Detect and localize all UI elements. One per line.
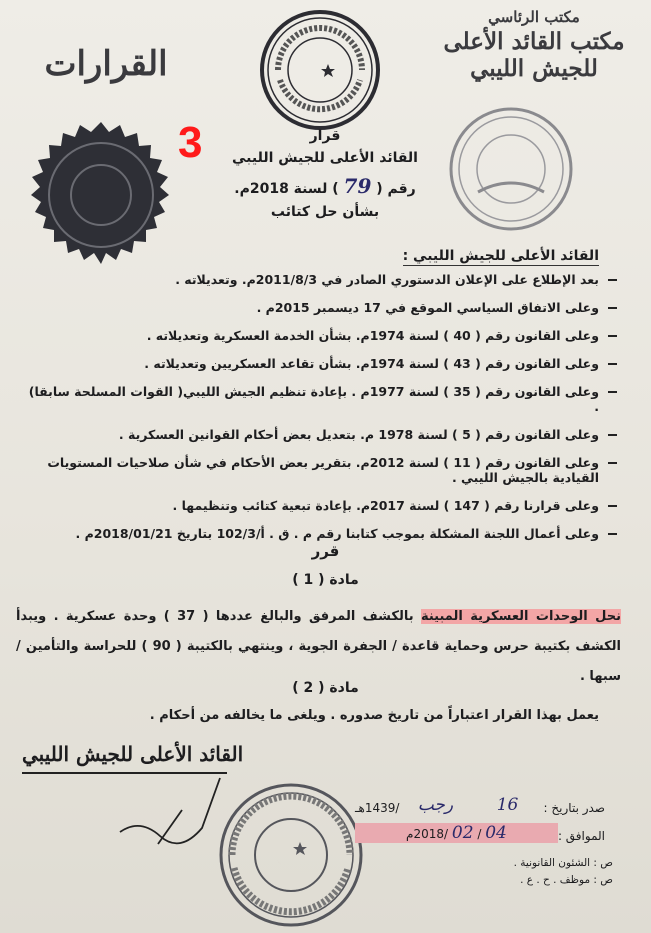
article-2-title: مادة ( 2 ) <box>292 680 359 696</box>
clause-item: وعلى القانون رقم ( 5 ) لسنة 1978 م. بتعديل بعض أحكام القوانين العسكرية . <box>22 427 617 442</box>
clause-item: وعلى أعمال اللجنة المشكلة بموجب كتابنا رقم م . ق . أ/102/3 بتاريخ 2018/01/21م . <box>22 526 617 541</box>
preamble-heading: القائد الأعلى للجيش الليبي : <box>402 248 599 264</box>
decree-title-block <box>200 128 450 220</box>
bottom-seal-stamp <box>216 780 366 930</box>
decree-subject: بشأن حل كتائب <box>270 204 380 220</box>
decree-number-prefix: رقم ( <box>376 181 416 197</box>
embossed-seal <box>16 120 186 290</box>
decisions-heading: القرارات <box>44 44 168 84</box>
hijri-year: /1439هـ <box>354 801 400 815</box>
decree-word: قرار <box>309 128 341 144</box>
office-line-2: مكتب القائد الأعلى <box>443 28 625 55</box>
office-line-1: مكتب الرئاسي <box>488 8 580 26</box>
gregorian-month: 02 <box>451 823 474 843</box>
decree-issuer: القائد الأعلى للجيش الليبي <box>232 150 418 166</box>
article-1-highlight: نحل الوحدات العسكرية المبينة <box>420 609 621 624</box>
hijri-date-row <box>355 795 605 815</box>
handwritten-signature <box>110 770 230 850</box>
decree-number-suffix: ) لسنة 2018م. <box>234 181 339 197</box>
hijri-day: 16 <box>496 795 519 815</box>
page-number: 3 <box>178 118 203 167</box>
copy-item: ص : الشئون القانونية . <box>513 857 613 869</box>
corresponding-label: الموافق : <box>557 829 605 843</box>
gregorian-date-row <box>355 823 605 843</box>
article-1-text: بالكشف المرفق والبالغ عددها ( 37 ) وحدة عسكرية . ويبدأ الكشف بكتيبة حرس وحماية قاعدة / الجفرة الجوية ، وينتهي بالكتيبة ( 90 ) للحراسة والتأمين / سبها . <box>16 609 621 684</box>
faded-stamp-right <box>446 104 576 234</box>
clause-item: وعلى القانون رقم ( 35 ) لسنة 1977م . بإعادة تنظيم الجيش الليبي( القوات المسلحة سابقا) . <box>22 384 617 414</box>
copies-list <box>413 855 613 889</box>
clause-item: وعلى القانون رقم ( 11 ) لسنة 2012م. بتقرير بعض الأحكام في شأن صلاحيات المستويات القيادية بالجيش الليبي . <box>22 455 617 485</box>
gregorian-day: 04 <box>485 823 507 843</box>
signature-title: القائد الأعلى للجيش الليبي <box>22 742 244 766</box>
office-header <box>439 8 629 82</box>
clause-item: وعلى قرارنا رقم ( 147 ) لسنة 2017م. بإعادة تبعية كتائب وتنظيمها . <box>22 498 617 513</box>
clause-item: وعلى الاتفاق السياسي الموقع في 17 ديسمبر 2015م . <box>22 300 617 315</box>
article-2-body: يعمل بهذا القرار اعتباراً من تاريخ صدوره . ويلغى ما يخالفه من أحكام . <box>149 708 599 723</box>
issue-date-block <box>355 795 605 851</box>
decree-number: 79 <box>343 174 372 198</box>
office-line-3: للجيش الليبي <box>470 55 598 82</box>
clause-item: وعلى القانون رقم ( 43 ) لسنة 1974م. بشأن تقاعد العسكريين وتعديلاته . <box>22 356 617 371</box>
gregorian-date: 04 / 02 /2018م <box>355 823 558 843</box>
hijri-month: رجب <box>417 795 454 815</box>
resolved-heading: قرر <box>311 542 340 560</box>
clause-item: بعد الإطلاع على الإعلان الدستوري الصادر في 2011/8/3م. وتعديلاته . <box>22 272 617 287</box>
article-1-title: مادة ( 1 ) <box>292 572 359 588</box>
article-1-body <box>16 602 621 692</box>
clause-item: وعلى القانون رقم ( 40 ) لسنة 1974م. بشأن الخدمة العسكرية وتعديلاته . <box>22 328 617 343</box>
gregorian-year: /2018م <box>406 827 449 841</box>
preamble-clauses <box>22 272 617 554</box>
top-seal-stamp <box>258 8 382 132</box>
issue-date-label: صدر بتاريخ : <box>543 801 605 815</box>
decree-number-line <box>200 174 450 198</box>
copy-item: ص : موظف . ح . ع . <box>520 874 613 886</box>
